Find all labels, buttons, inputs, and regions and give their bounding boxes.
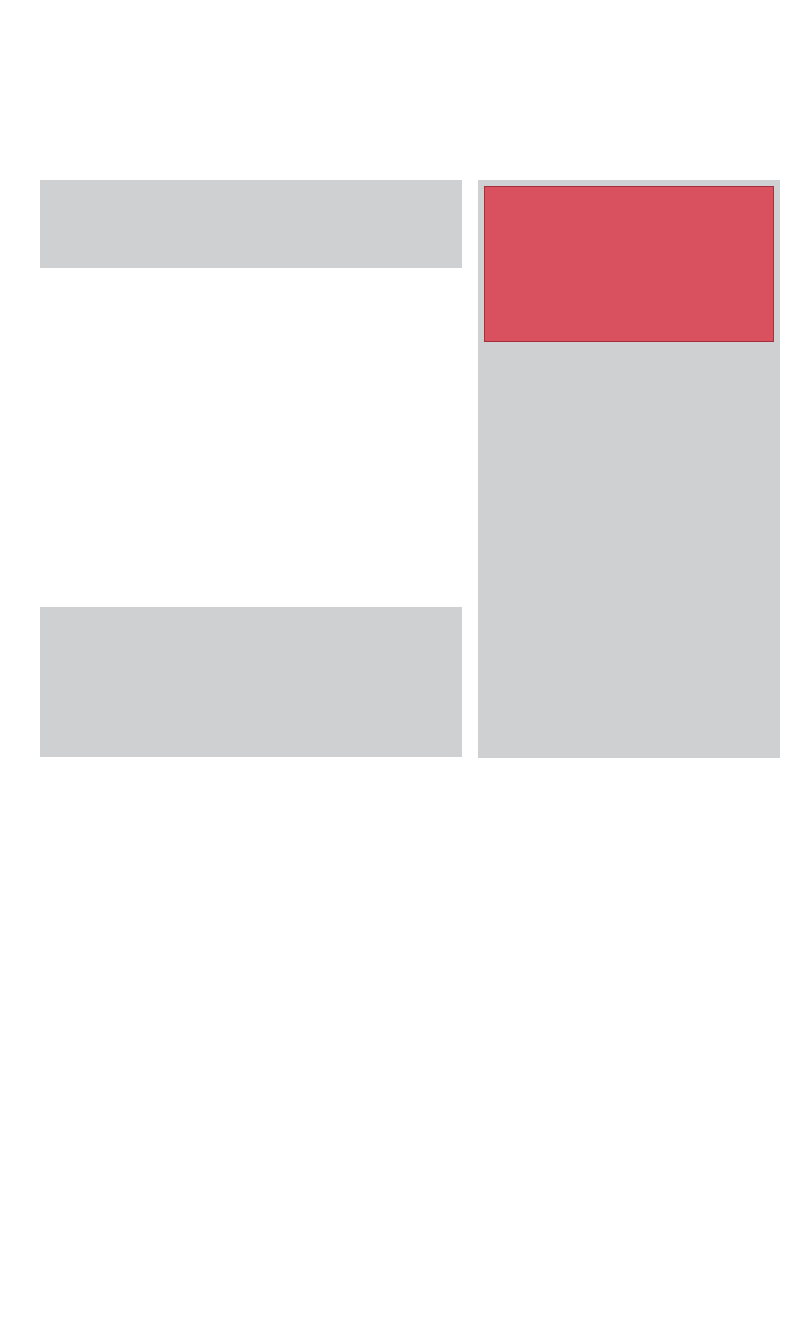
- turkey-dinner-item: [484, 194, 774, 219]
- checkered-band: [40, 830, 780, 880]
- meatloaf-item: [40, 692, 462, 693]
- pot-pie-item: [40, 623, 462, 641]
- awning-decoration: [25, 28, 777, 72]
- bottom-band: [25, 1265, 777, 1295]
- special-item: [40, 186, 462, 207]
